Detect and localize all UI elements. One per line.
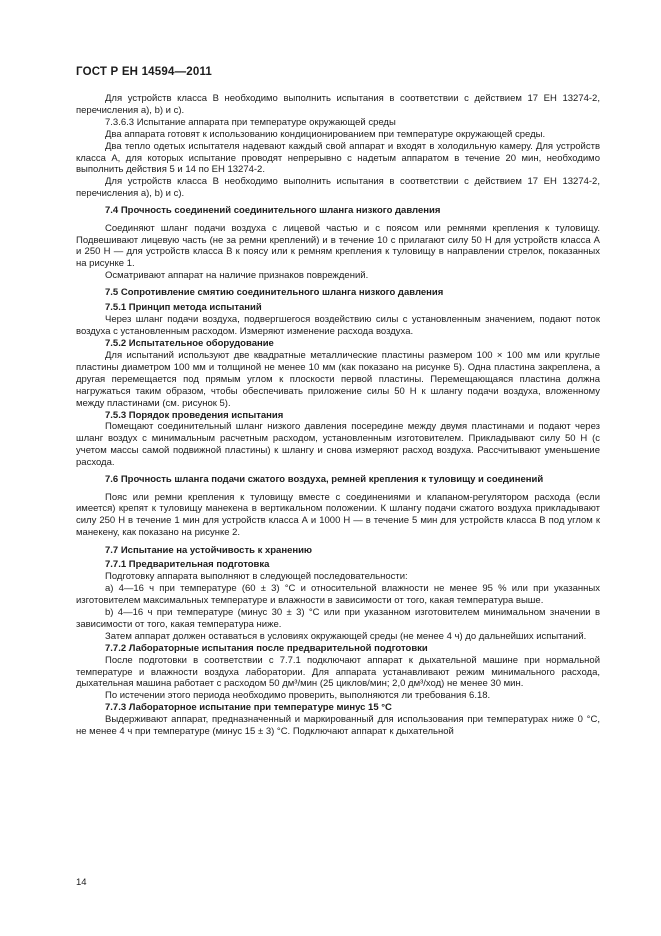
section-heading: 7.4 Прочность соединений соединительного шланга низкого давления: [105, 205, 441, 217]
document-body: [76, 93, 600, 738]
body-paragraph: По истечении этого периода необходимо проверить, выполняются ли требования 6.18.: [105, 690, 491, 702]
body-paragraph: Подготовку аппарата выполняют в следующей последовательности:: [105, 571, 408, 583]
section-heading: 7.5.3 Порядок проведения испытания: [105, 409, 284, 421]
body-paragraph: Два аппарата готовят к использованию кондиционированием при температуре окружающей среды.: [105, 128, 546, 140]
body-paragraph: Пояс или ремни крепления к туловищу вместе с соединениями и клапаном-регулятором расхода (если имеется) крепят к туловищу манекена в вертикальном положении. К шлангу подачи сжатого воздуха прикладывают силу 250 Н в течение 1 мин для устройств класса А и 1000 Н — в течение 5 мин для устройств класса В под углом к манекену, как показано на рисунке 2.: [76, 491, 600, 539]
body-paragraph: После подготовки в соответствии с 7.7.1 подключают аппарат к дыхательной машине при нормальной температуре и влажности воздуха лаборатории. Для аппарата устанавливают режим минимального расхода, дыхательная машина работает с расходом 50 дм³/мин (25 циклов/мин; 2,0 дм³/ход) не менее 30 мин.: [76, 654, 600, 690]
body-paragraph: Выдерживают аппарат, предназначенный и маркированный для использования при температурах ниже 0 °C, не менее 4 ч при температуре (минус 15 ± 3) °C. Подключают аппарат к дыхательной: [76, 714, 600, 738]
section-heading: 7.7 Испытание на устойчивость к хранению: [105, 544, 313, 556]
section-heading: 7.5.1 Принцип метода испытаний: [105, 302, 262, 314]
body-paragraph: Для устройств класса В необходимо выполнить испытания в соответствии с действием 17 ЕН 13274-2, перечисления a), b) и c).: [76, 93, 600, 116]
body-paragraph: Соединяют шланг подачи воздуха с лицевой частью и с поясом или ремнями крепления к туловищу. Подвешивают лицевую часть (не за ремни креплений) и в течение 10 с прилагают силу 50 Н для устройств класса А и 250 Н — для устройств класса В к поясу или к ремням крепления к туловищу в направлении стрелок, показанных на рисунке 1.: [76, 222, 600, 270]
body-paragraph: a) 4—16 ч при температуре (60 ± 3) °C и относительной влажности не менее 95 % или при указанных изготовителем максимальных температуре и влажности в зависимости от того, какая температура выше.: [76, 583, 600, 607]
body-paragraph: Два тепло одетых испытателя надевают каждый свой аппарат и входят в холодильную камеру. Для устройств класса А, для которых испытание проводят непрерывно с надетым аппаратом в течение 20 мин, необходимо выполнить действия 5 и 14 по ЕН 13274-2.: [76, 140, 600, 176]
section-heading: 7.5 Сопротивление смятию соединительного шланга низкого давления: [105, 287, 444, 299]
section-heading: 7.7.2 Лабораторные испытания после предварительной подготовки: [105, 642, 428, 654]
section-heading: 7.7.3 Лабораторное испытание при температуре минус 15 °C: [105, 702, 392, 714]
body-paragraph: Осматривают аппарат на наличие признаков повреждений.: [105, 270, 369, 282]
section-heading: 7.6 Прочность шланга подачи сжатого воздуха, ремней крепления к туловищу и соединений: [105, 474, 544, 486]
section-heading: 7.7.1 Предварительная подготовка: [105, 559, 270, 571]
body-paragraph: Через шланг подачи воздуха, подвергшегося воздействию силы с установленным значением, подают поток воздуха с установленным расходом. Измеряют изменение расхода воздуха.: [76, 314, 600, 338]
document-header: ГОСТ Р ЕН 14594—2011: [76, 66, 213, 78]
body-paragraph: b) 4—16 ч при температуре (минус 30 ± 3) °C или при указанном изготовителем минимальном значении в зависимости от того, какая температура ниже.: [76, 607, 600, 630]
body-paragraph: Помещают соединительный шланг низкого давления посередине между двумя пластинами и подают через шланг воздух с минимальным расчетным расходом, установленным изготовителем. Прикладывают силу 50 Н (с учетом массы самой подвижной пластины) к шлангу и снова измеряют расход воздуха. Рассчитывают уменьшение расхода.: [76, 421, 600, 469]
page-number: 14: [76, 877, 87, 888]
body-paragraph: Для испытаний используют две квадратные металлические пластины размером 100 × 100 мм или круглые пластины диаметром 100 мм и толщиной не менее 10 мм (как показано на рисунке 5). Одна пластина закреплена, а другая перемещается под прямым углом к плоскости первой пластины. Перемещающаяся пластина должна нагружаться таким образом, чтобы обеспечивать приложение силы 50 Н к шлангу подачи воздуха, вложенному между пластинами (см. рисунок 5).: [76, 350, 600, 409]
body-paragraph: Затем аппарат должен оставаться в условиях окружающей среды (не менее 4 ч) до дальнейших испытаний.: [105, 630, 587, 642]
body-paragraph: 7.3.6.3 Испытание аппарата при температуре окружающей среды: [105, 116, 396, 128]
body-paragraph: Для устройств класса В необходимо выполнить испытания в соответствии с действием 17 ЕН 13274-2, перечисления a), b) и c).: [76, 176, 600, 200]
section-heading: 7.5.2 Испытательное оборудование: [105, 338, 274, 350]
